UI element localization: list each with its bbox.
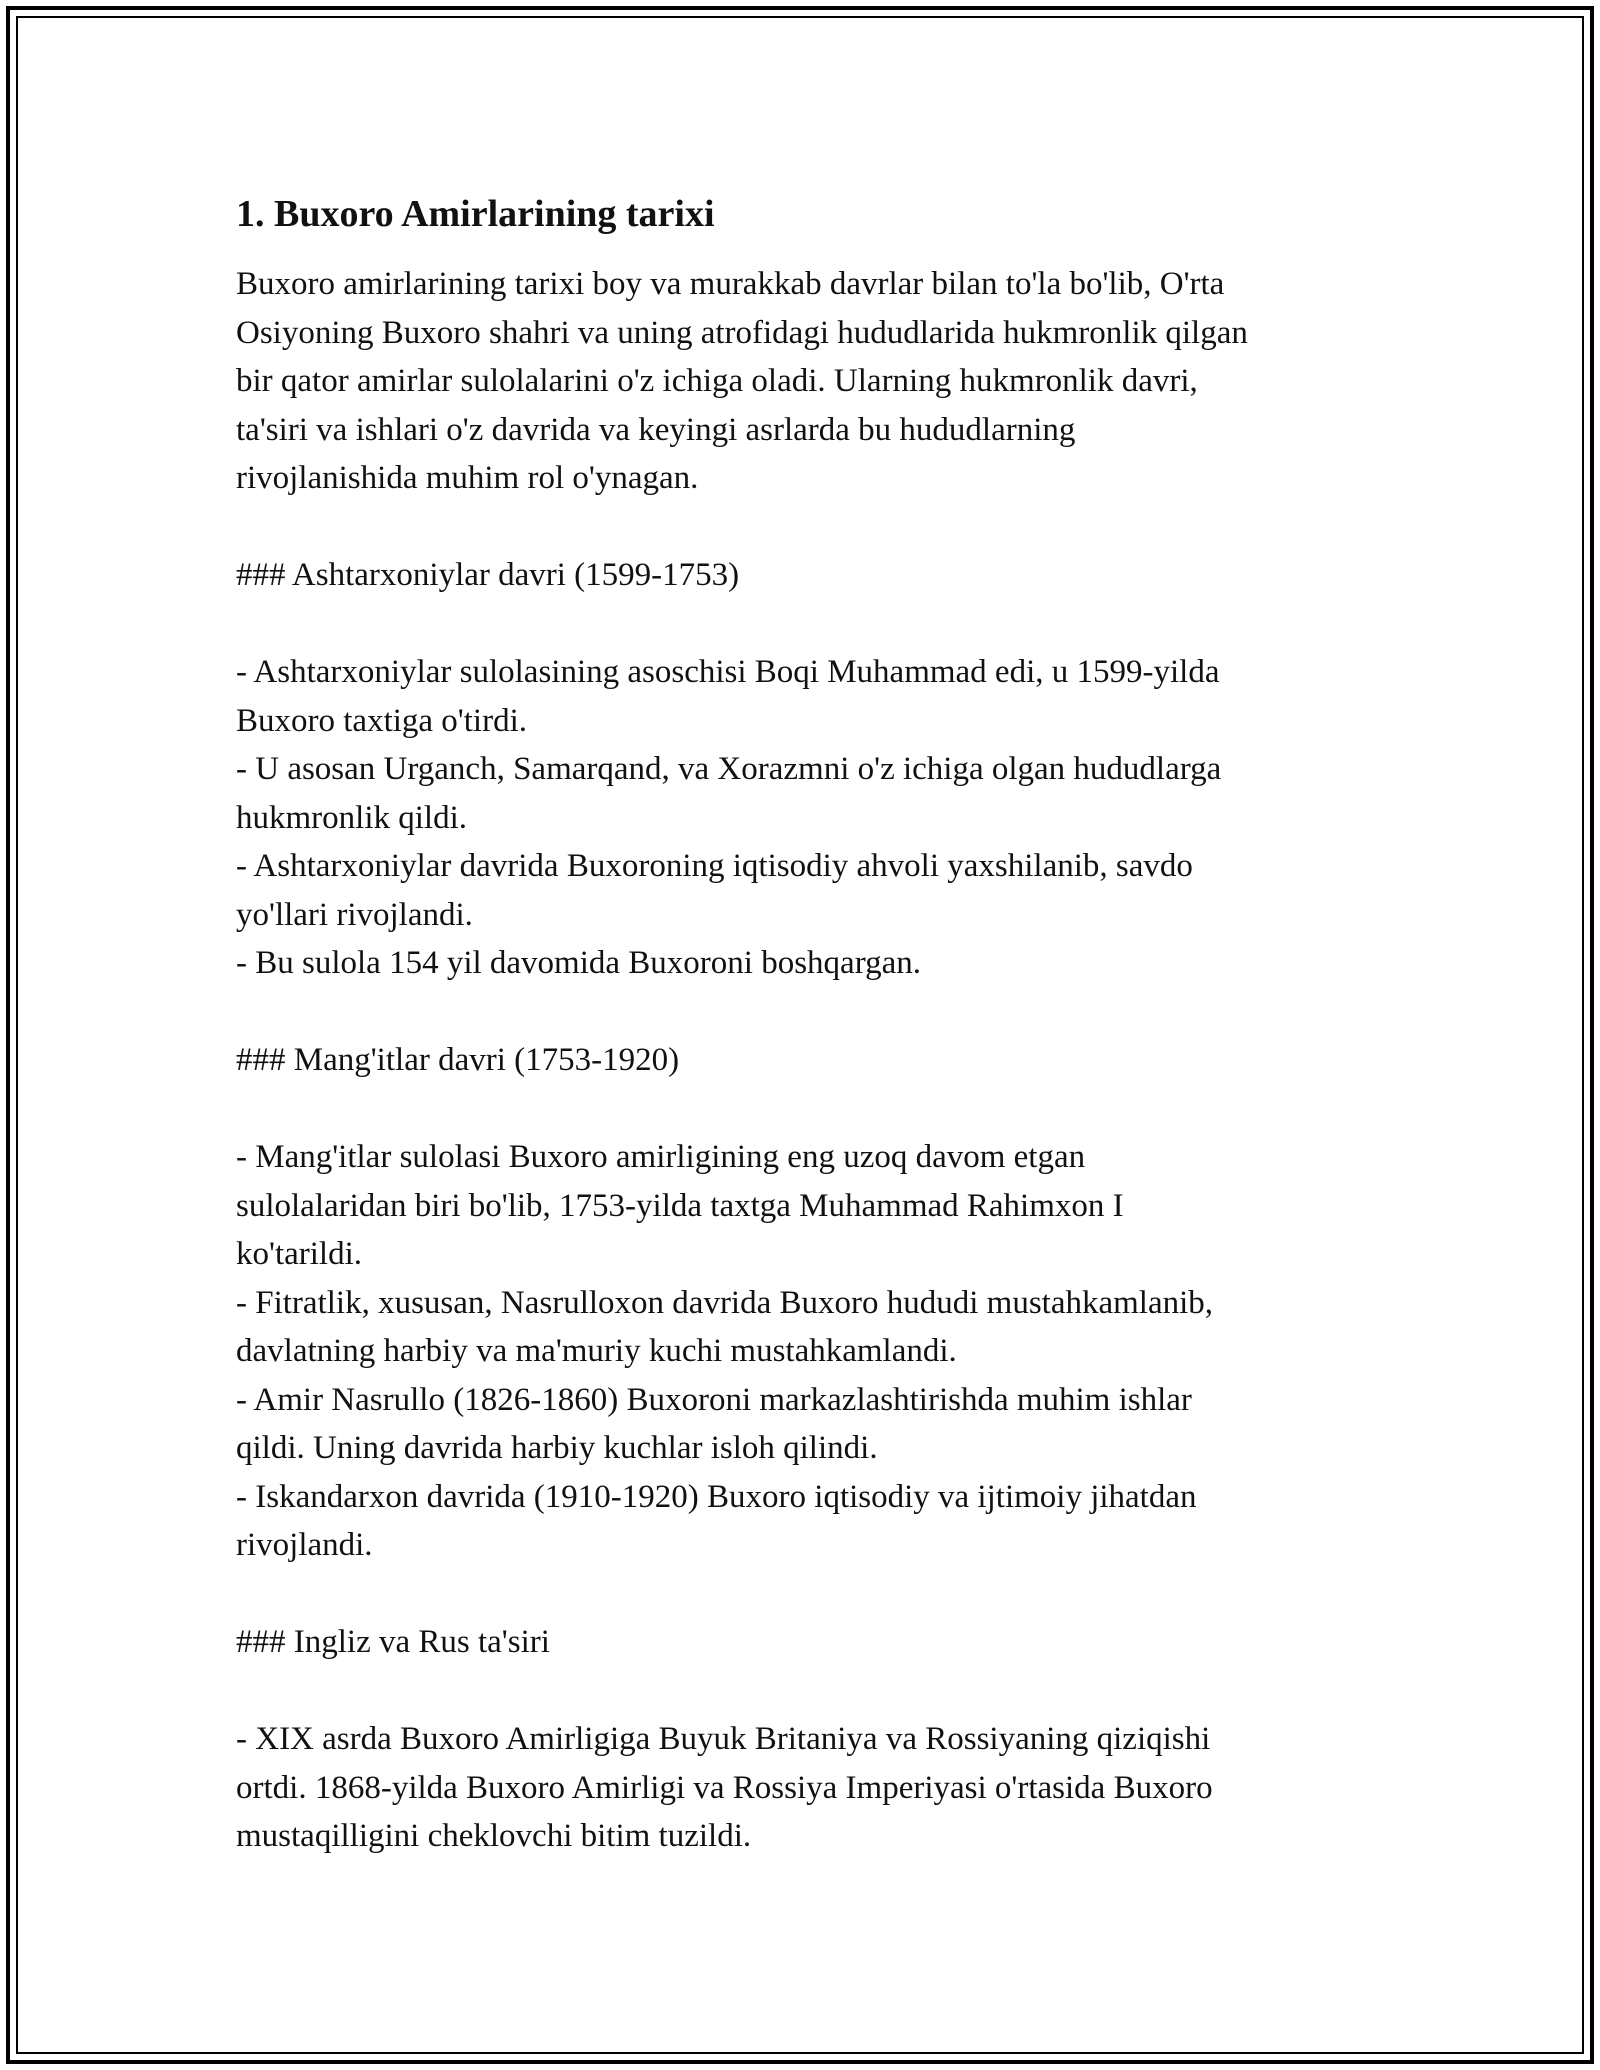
bullet-list xyxy=(236,648,1396,988)
document-title: 1. Buxoro Amirlarining tarixi xyxy=(236,193,715,235)
list-item: - Amir Nasrullo (1826-1860) Buxoroni markazlashtirishda muhim ishlar qildi. Uning davrida harbiy kuchlar isloh qilindi. xyxy=(236,1381,1192,1466)
list-item: - Mang'itlar sulolasi Buxoro amirligining eng uzoq davom etgan sulolalaridan biri bo'lib, 1753-yilda taxtga Muhammad Rahimxon I ko'tarildi. xyxy=(236,1139,1124,1272)
intro-paragraph: Buxoro amirlarining tarixi boy va murakkab davrlar bilan to'la bo'lib, O'rta Osiyoning Buxoro shahri va uning atrofidagi hududlarida hukmronlik qilgan bir qator amirlar sulolalarini o'z ichiga oladi. Ularning hukmronlik davri, ta'siri va ishlari o'z davrida va keyingi asrlarda bu hududlarning rivojlanishida muhim rol o'ynagan. xyxy=(236,266,1248,496)
list-item: - U asosan Urganch, Samarqand, va Xorazmni o'z ichiga olgan hududlarga hukmronlik qildi. xyxy=(236,751,1222,836)
section-ashtarxoniylar xyxy=(236,551,1396,988)
list-item: - Bu sulola 154 yil davomida Buxoroni boshqargan. xyxy=(236,945,921,981)
bullet-list xyxy=(236,1133,1396,1570)
section-heading: ### Mang'itlar davri (1753-1920) xyxy=(236,1042,680,1078)
list-item: - Fitratlik, xususan, Nasrulloxon davrida Buxoro hududi mustahkamlanib, davlatning harbiy va ma'muriy kuchi mustahkamlandi. xyxy=(236,1284,1214,1369)
document-body xyxy=(236,190,1396,1909)
section-heading: ### Ingliz va Rus ta'siri xyxy=(236,1624,550,1660)
list-item: - XIX asrda Buxoro Amirligiga Buyuk Britaniya va Rossiyaning qiziqishi ortdi. 1868-yilda Buxoro Amirligi va Rossiya Imperiyasi o'rtasida Buxoro mustaqilligini cheklovchi bitim tuzildi. xyxy=(236,1721,1213,1854)
list-item: - Ashtarxoniylar sulolasining asoschisi Boqi Muhammad edi, u 1599-yilda Buxoro taxtiga o'tirdi. xyxy=(236,654,1220,739)
list-item: - Ashtarxoniylar davrida Buxoroning iqtisodiy ahvoli yaxshilanib, savdo yo'llari rivojlandi. xyxy=(236,848,1193,933)
bullet-list xyxy=(236,1715,1396,1861)
section-ingliz-rus xyxy=(236,1618,1396,1861)
section-mangitlar xyxy=(236,1036,1396,1570)
section-heading: ### Ashtarxoniylar davri (1599-1753) xyxy=(236,557,740,593)
list-item: - Iskandarxon davrida (1910-1920) Buxoro iqtisodiy va ijtimoiy jihatdan rivojlandi. xyxy=(236,1478,1197,1563)
